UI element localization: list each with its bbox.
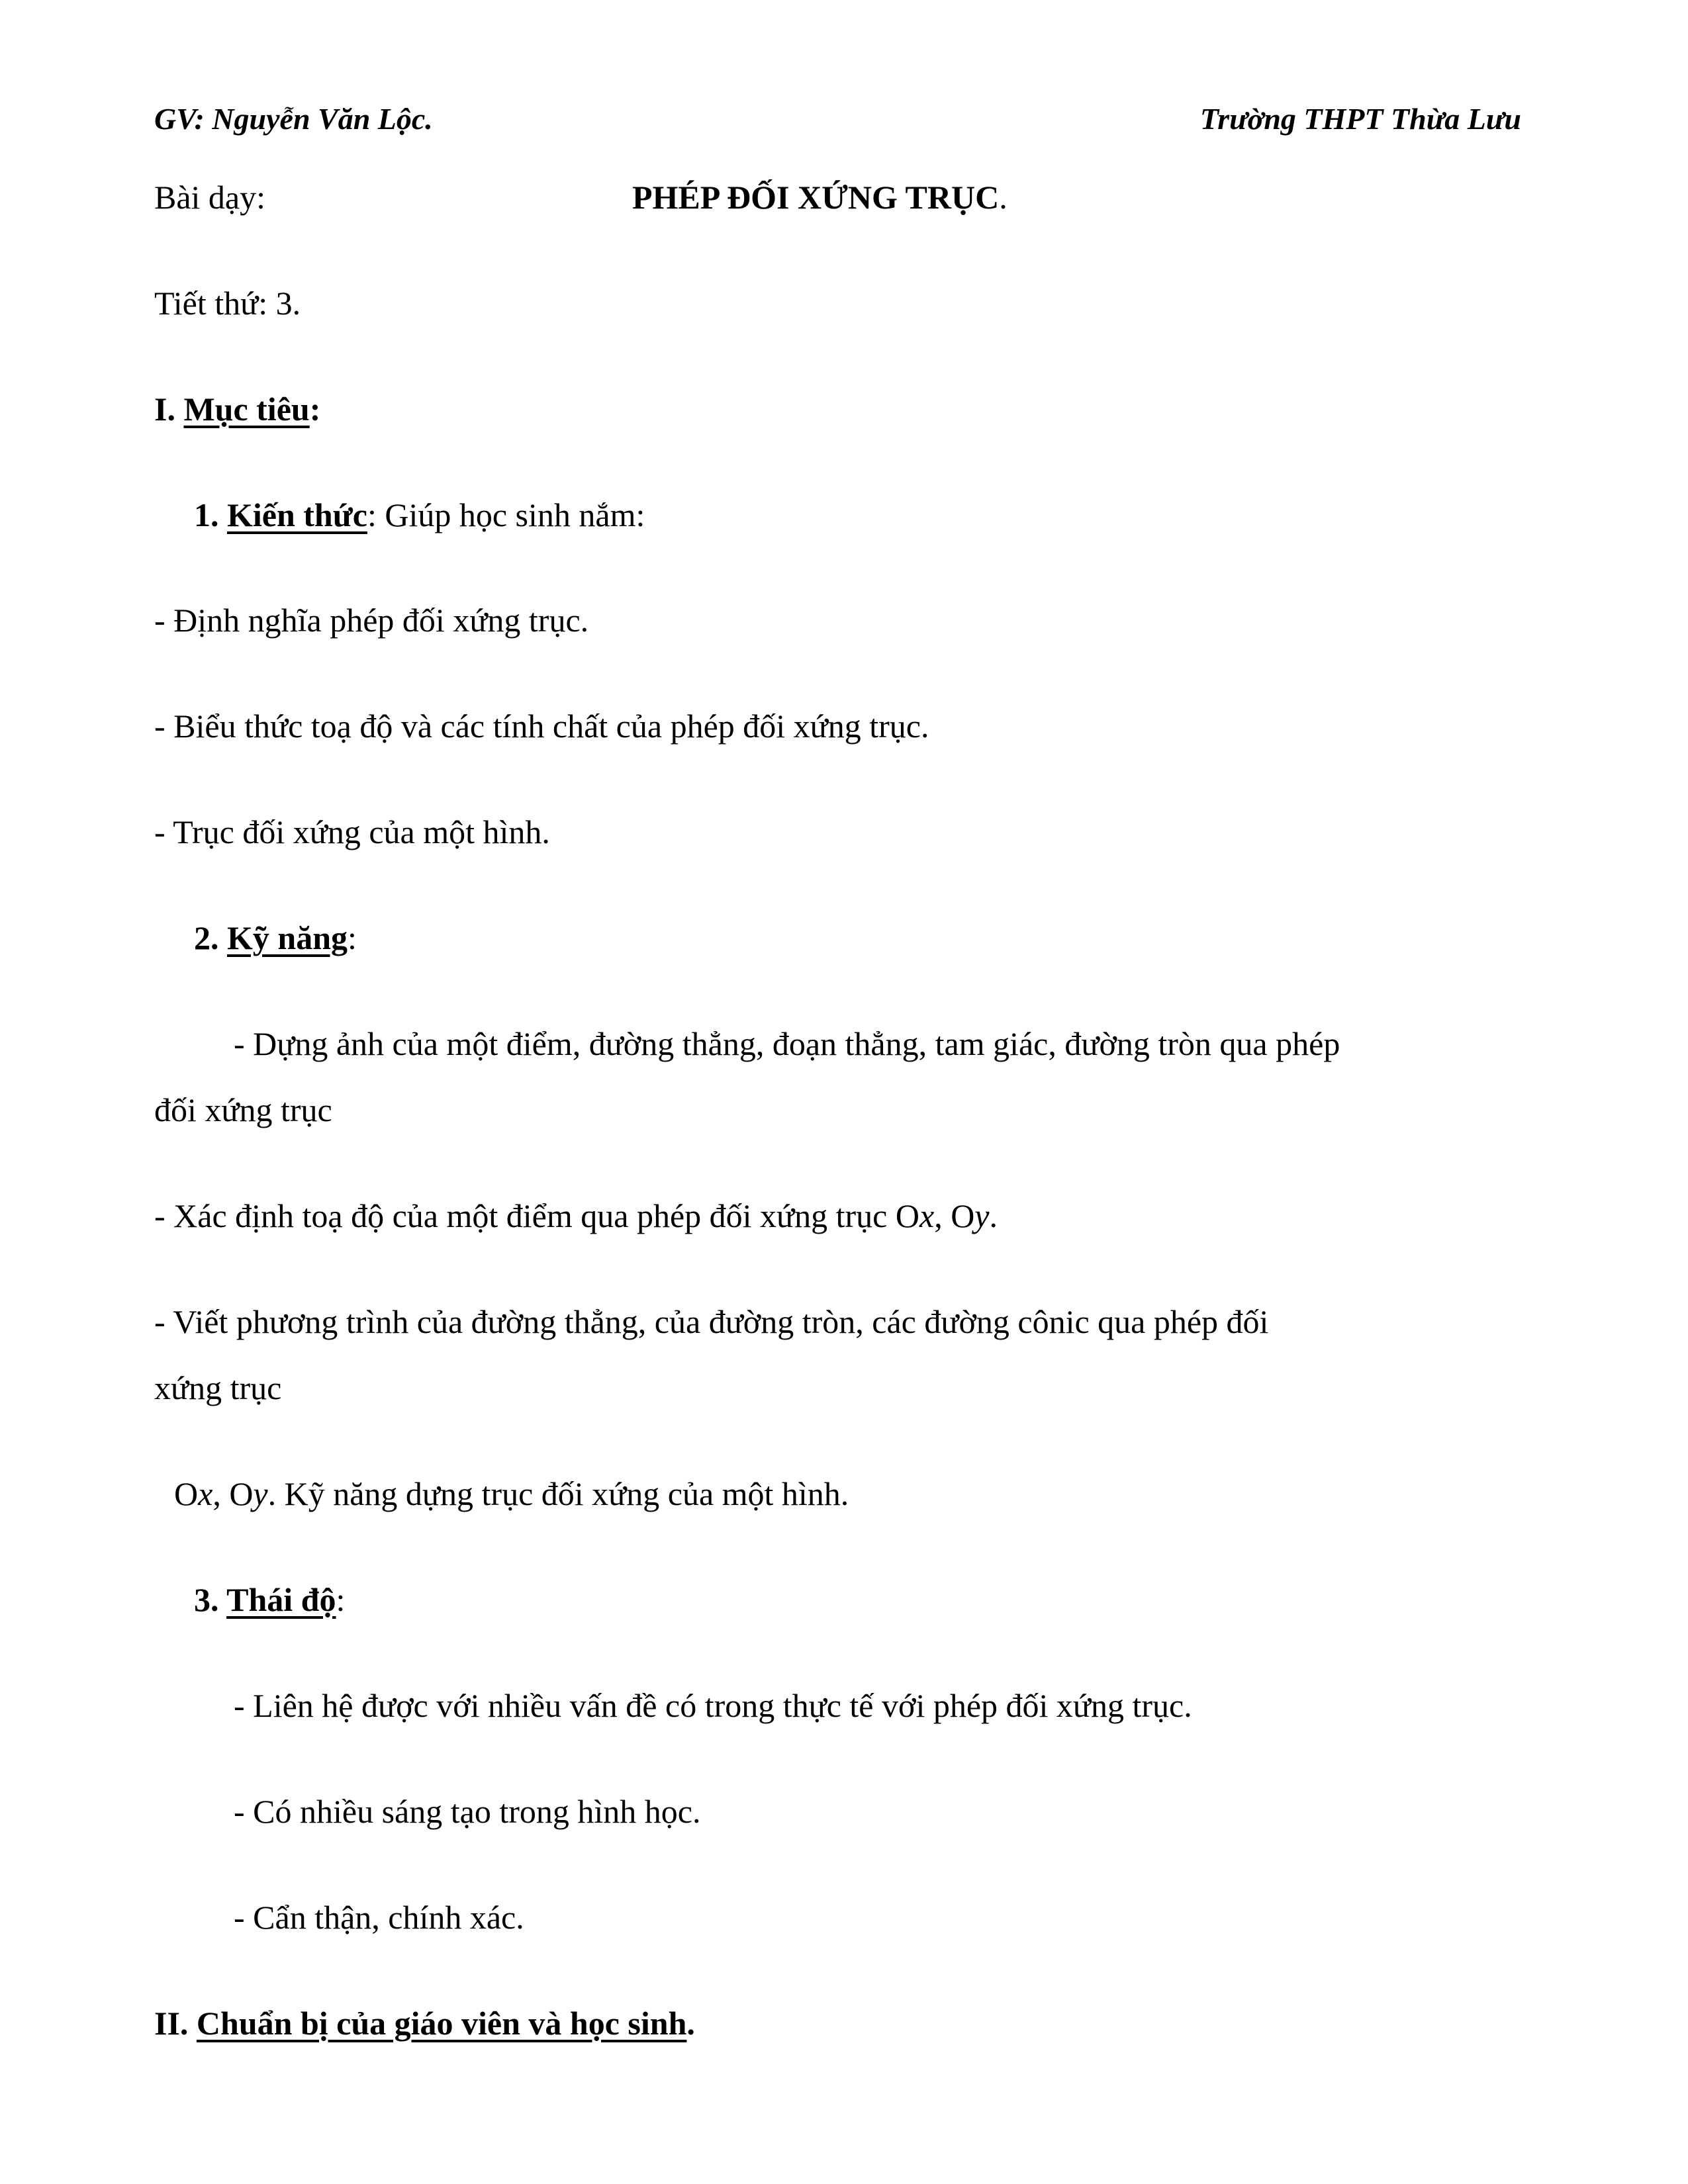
knowledge-heading [194, 495, 645, 535]
section-2-heading [154, 2003, 695, 2043]
skills-item-2-mid: , O [934, 1197, 975, 1234]
skills-item-2-x: x [919, 1197, 935, 1234]
skills-item-3-line-2: xứng trục [154, 1369, 282, 1406]
attitude-num: 3. [194, 1581, 227, 1618]
teacher-name: GV: Nguyễn Văn Lộc. [154, 102, 433, 136]
skills-colon: : [348, 919, 357, 956]
lesson-title-text: PHÉP ĐỐI XỨNG TRỤC [632, 179, 1000, 216]
knowledge-item: - Biểu thức toạ độ và các tính chất của phép đối xứng trục. [154, 707, 929, 745]
knowledge-rest: : Giúp học sinh nắm: [367, 496, 645, 533]
skills-item-4-o: O [174, 1475, 199, 1512]
attitude-item: - Có nhiều sáng tạo trong hình học. [234, 1793, 701, 1830]
skills-item-1-line-2: đối xứng trục [154, 1091, 332, 1128]
skills-item-2-end: . [989, 1197, 998, 1234]
lesson-period: Tiết thứ: 3. [154, 285, 301, 322]
skills-item-4-y: y [253, 1475, 268, 1512]
attitude-heading [194, 1580, 345, 1619]
skills-item-4 [174, 1474, 849, 1514]
skills-item-1-line-1: - Dựng ảnh của một điểm, đường thẳng, đoạn thẳng, tam giác, đường tròn qua phép [234, 1025, 1340, 1062]
knowledge-num: 1. [194, 496, 227, 533]
skills-item-4-rest: . Kỹ năng dựng trục đối xứng của một hình. [267, 1475, 849, 1512]
skills-title: Kỹ năng [227, 919, 348, 956]
skills-item-2 [154, 1196, 998, 1236]
section-1-heading [154, 389, 320, 429]
skills-item-4-x: x [198, 1475, 213, 1512]
knowledge-title: Kiến thức [227, 496, 367, 533]
knowledge-item: - Định nghĩa phép đối xứng trục. [154, 602, 589, 639]
section-1-title: Mục tiêu [183, 390, 310, 428]
section-1-roman: I. [154, 390, 184, 428]
section-2-dot: . [686, 2005, 695, 2042]
lesson-title [632, 177, 1008, 217]
school-name: Trường THPT Thừa Lưu [1199, 102, 1521, 136]
attitude-title: Thái độ [226, 1581, 336, 1618]
attitude-colon: : [336, 1581, 346, 1618]
skills-heading [194, 918, 357, 958]
knowledge-item: - Trục đối xứng của một hình. [154, 813, 550, 850]
attitude-item: - Cẩn thận, chính xác. [234, 1899, 524, 1936]
skills-num: 2. [194, 919, 227, 956]
skills-item-2-y: y [974, 1197, 990, 1234]
skills-item-3-line-1: - Viết phương trình của đường thẳng, của đường tròn, các đường cônic qua phép đối [154, 1303, 1269, 1340]
section-2-roman: II. [154, 2005, 197, 2042]
section-1-colon: : [309, 390, 321, 428]
section-2-title: Chuẩn bị của giáo viên và học sinh [196, 2005, 687, 2042]
lesson-label: Bài dạy: [154, 179, 266, 216]
attitude-item: - Liên hệ được với nhiều vấn đề có trong thực tế với phép đối xứng trục. [234, 1687, 1192, 1724]
lesson-title-punct: . [999, 179, 1008, 216]
skills-item-2-text: - Xác định toạ độ của một điểm qua phép đối xứng trục O [154, 1197, 919, 1234]
skills-item-4-mid: , O [212, 1475, 254, 1512]
